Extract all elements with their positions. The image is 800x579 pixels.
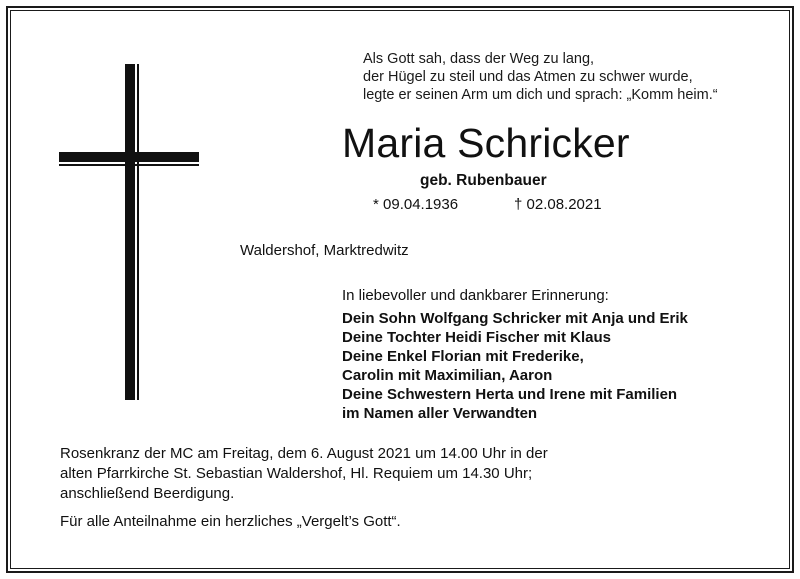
mourner-line: im Namen aller Verwandten — [342, 405, 538, 422]
mourner-line: Deine Tochter Heidi Fischer mit Klaus — [342, 329, 611, 346]
mourner-line: Carolin mit Maximilian, Aaron — [342, 367, 553, 384]
service-line: alten Pfarrkirche St. Sebastian Waldershof, Hl. Requiem um 14.30 Uhr; — [60, 465, 533, 482]
mourner-line: Deine Schwestern Herta und Irene mit Familien — [342, 386, 678, 403]
birth-name: geb. Rubenbauer — [420, 172, 547, 189]
deceased-name: Maria Schricker — [342, 120, 630, 166]
poem-line: der Hügel zu steil und das Atmen zu schwer wurde, — [363, 69, 693, 85]
life-dates — [373, 196, 602, 213]
mourners — [342, 286, 688, 423]
service-info — [60, 444, 548, 532]
service-line: Rosenkranz der MC am Freitag, dem 6. August 2021 um 14.00 Uhr in der — [60, 445, 548, 462]
poem — [363, 50, 718, 104]
place: Waldershof, Marktredwitz — [240, 242, 409, 259]
service-line: anschließend Beerdigung. — [60, 485, 235, 502]
mourner-line: Deine Enkel Florian mit Frederike, — [342, 348, 584, 365]
poem-line: Als Gott sah, dass der Weg zu lang, — [363, 51, 595, 67]
birth-date: * 09.04.1936 — [373, 196, 459, 213]
mourners-intro: In liebevoller und dankbarer Erinnerung: — [342, 287, 609, 304]
thanks-line: Für alle Anteilnahme ein herzliches „Vergelt’s Gott“. — [60, 513, 401, 530]
mourner-line: Dein Sohn Wolfgang Schricker mit Anja und Erik — [342, 310, 688, 327]
poem-line: legte er seinen Arm um dich und sprach: „Komm heim.“ — [363, 87, 718, 103]
death-date: † 02.08.2021 — [514, 196, 602, 213]
